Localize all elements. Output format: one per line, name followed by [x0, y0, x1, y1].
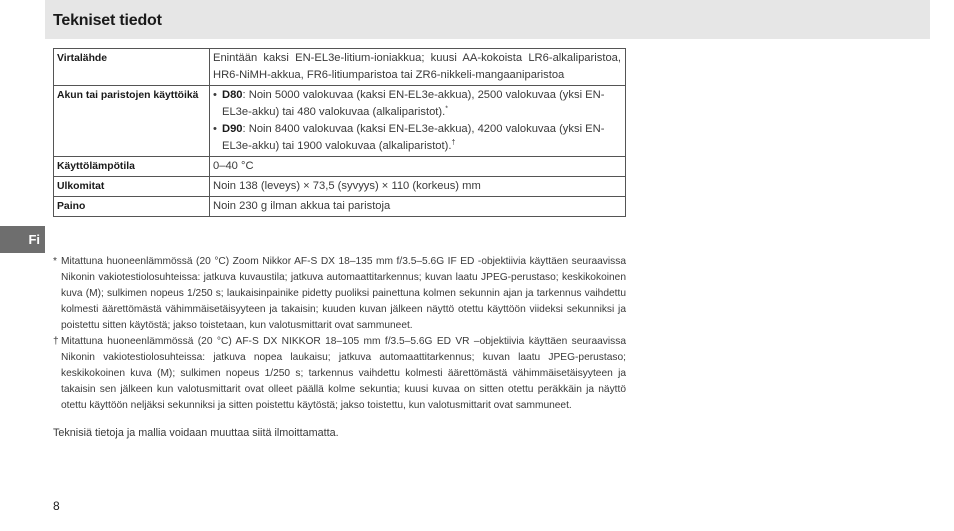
table-row-power	[54, 49, 626, 86]
model-description: : Noin 5000 valokuvaa (kaksi EN-EL3e-akkua), 2500 valokuvaa (yksi EN-EL3e-akku) tai 480 valokuvaa (alkaliparistot).	[222, 89, 605, 118]
header-bar	[45, 0, 930, 39]
model-name: D90	[222, 123, 243, 135]
row-label: Akun tai paristojen käyttöikä	[54, 86, 210, 157]
table-row-temperature	[54, 157, 626, 177]
footnote-dagger	[53, 334, 626, 414]
list-item	[213, 121, 621, 155]
row-value: Noin 230 g ilman akkua tai paristoja	[210, 197, 626, 217]
footnotes	[53, 254, 626, 414]
row-value: Noin 138 (leveys) × 73,5 (syvyys) × 110 (korkeus) mm	[210, 177, 626, 197]
model-description: : Noin 8400 valokuvaa (kaksi EN-EL3e-akkua), 4200 valokuvaa (yksi EN-EL3e-akku) tai 1900 valokuvaa (alkaliparistot).	[222, 123, 605, 152]
footnote-star	[53, 254, 626, 334]
disclaimer-text: Teknisiä tietoja ja mallia voidaan muuttaa siitä ilmoittamatta.	[53, 427, 339, 439]
list-item	[213, 87, 621, 121]
row-value: 0–40 °C	[210, 157, 626, 177]
footnote-mark: †	[53, 336, 59, 347]
list-item-text	[222, 87, 621, 121]
footnote-text: Mitattuna huoneenlämmössä (20 °C) Zoom Nikkor AF-S DX 18–135 mm f/3.5–5.6G IF ED -objektiivia käyttäen seuraavissa Nikonin vakiotestiolosuhteissa: jatkuva kuvaustila; jatkuva automaattitarkennus; kuvan laatu JPEG-perustaso; keskikokoinen kuva (M); sulkimen nopeus 1/250 s; laukaisinpainike pidetty puoliksi painettuna kolmen sekunnin ajan ja tarkennus vaihdettu kolmesti äärettömästä vähimmäisetäisyyteen ja takaisin; kuuden kuvan jälkeen näyttö otettu käyttöön viideksi sekunniksi ja poistettu sitten käytöstä; jakso toistetaan, kun valotusmittarit ovat sammuneet.	[61, 256, 626, 331]
row-label: Ulkomitat	[54, 177, 210, 197]
language-tab: Fi	[0, 226, 45, 253]
page-title: Tekniset tiedot	[53, 12, 162, 29]
row-label: Käyttölämpötila	[54, 157, 210, 177]
page-number: 8	[53, 499, 60, 513]
table-row-battery-life	[54, 86, 626, 157]
bullet-icon: •	[213, 89, 217, 101]
value-text: Enintään kaksi EN-EL3e-litium-ioniakkua; kuusi AA-kokoista LR6-alkaliparistoa, HR6-NiMH-akkua, FR6-litiumparistoa tai ZR6-nikkeli-mangaaniparistoa	[213, 52, 621, 81]
spec-table	[53, 48, 626, 217]
row-value	[210, 49, 626, 86]
row-label: Paino	[54, 197, 210, 217]
list-item-text	[222, 121, 621, 155]
row-value	[210, 86, 626, 157]
footnote-reference: *	[445, 105, 448, 113]
footnote-mark: *	[53, 256, 57, 267]
bullet-icon: •	[213, 123, 217, 135]
row-label: Virtalähde	[54, 49, 210, 86]
model-name: D80	[222, 89, 243, 101]
footnote-reference: †	[451, 139, 456, 147]
table-row-dimensions	[54, 177, 626, 197]
table-row-weight	[54, 197, 626, 217]
footnote-text: Mitattuna huoneenlämmössä (20 °C) AF-S DX NIKKOR 18–105 mm f/3.5–5.6G ED VR –objektiivia käyttäen seuraavissa Nikonin vakiotestiolosuhteissa: jatkuva nopea laukaisu; jatkuva automaattitarkennus; kuvan laatu JPEG-perustaso; keskikokoinen kuva (M); sulkimen nopeus 1/250 s; tarkennus vaihdettu kolmesti äärettömästä vähimmäisetäisyyteen ja takaisin sen jälkeen kun valotusmittarit ovat olleet päällä kolme sekuntia; kuusi kuvaa on sitten otettu peräkkäin ja näyttö otettu käyttöön neljäksi sekunniksi ja sitten poistettu käytöstä; jakso toistettu, kun valotusmittarit ovat sammuneet.	[61, 336, 626, 411]
